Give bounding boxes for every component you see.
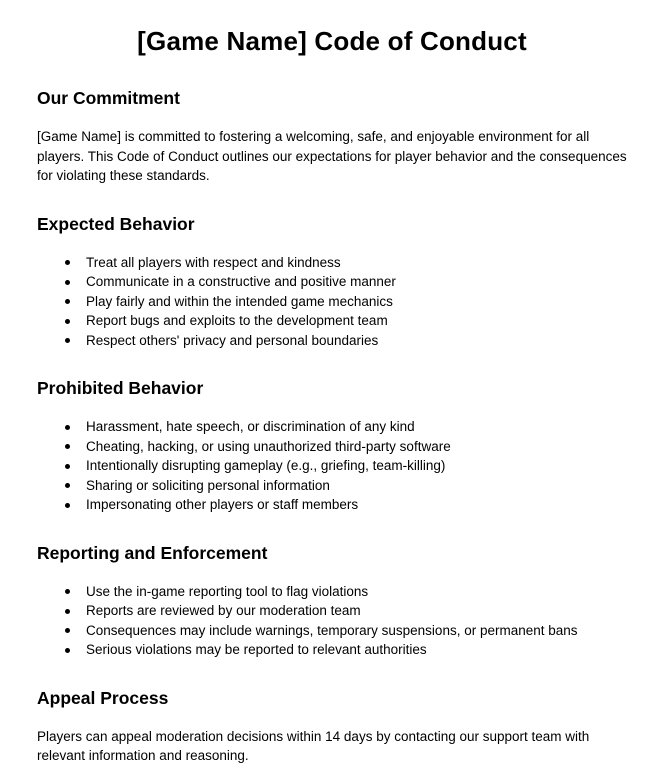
commitment-paragraph: [Game Name] is committed to fostering a welcoming, safe, and enjoyable environment for all players. This Code of Conduct outlines our expectations for player behavior and the consequences for violating these standards. [37,129,627,183]
list-item: Sharing or soliciting personal information [86,476,627,496]
list-item: Report bugs and exploits to the development team [86,311,627,331]
list-item: Cheating, hacking, or using unauthorized third-party software [86,437,627,457]
list-item: Communicate in a constructive and positive manner [86,272,627,292]
section-heading-our-commitment: Our Commitment [37,88,180,108]
section-prohibited-behavior [37,378,627,515]
list-item: Respect others' privacy and personal boundaries [86,331,627,351]
section-heading-expected-behavior: Expected Behavior [37,213,195,234]
appeal-paragraph: Players can appeal moderation decisions within 14 days by contacting our support team with relevant information and reasoning. [37,728,590,763]
document-title: [Game Name] Code of Conduct [137,26,527,56]
section-reporting-enforcement [37,543,627,660]
section-heading-prohibited-behavior: Prohibited Behavior [37,378,204,398]
list-item: Harassment, hate speech, or discrimination of any kind [86,417,627,437]
list-item: Use the in-game reporting tool to flag violations [86,582,627,602]
list-item: Serious violations may be reported to relevant authorities [86,640,627,660]
reporting-enforcement-list [37,582,627,660]
section-appeal-process [37,688,627,766]
list-item: Reports are reviewed by our moderation team [86,601,627,621]
list-item: Play fairly and within the intended game mechanics [86,292,627,312]
list-item: Treat all players with respect and kindness [86,253,627,273]
section-heading-appeal-process: Appeal Process [37,687,169,708]
expected-behavior-list [37,253,627,351]
prohibited-behavior-list [37,417,627,515]
section-expected-behavior [37,214,627,351]
list-item: Intentionally disrupting gameplay (e.g., griefing, team-killing) [86,456,627,476]
section-heading-reporting-enforcement: Reporting and Enforcement [37,542,268,563]
list-item: Consequences may include warnings, temporary suspensions, or permanent bans [86,621,627,641]
list-item: Impersonating other players or staff members [86,495,627,515]
section-our-commitment [37,88,627,186]
